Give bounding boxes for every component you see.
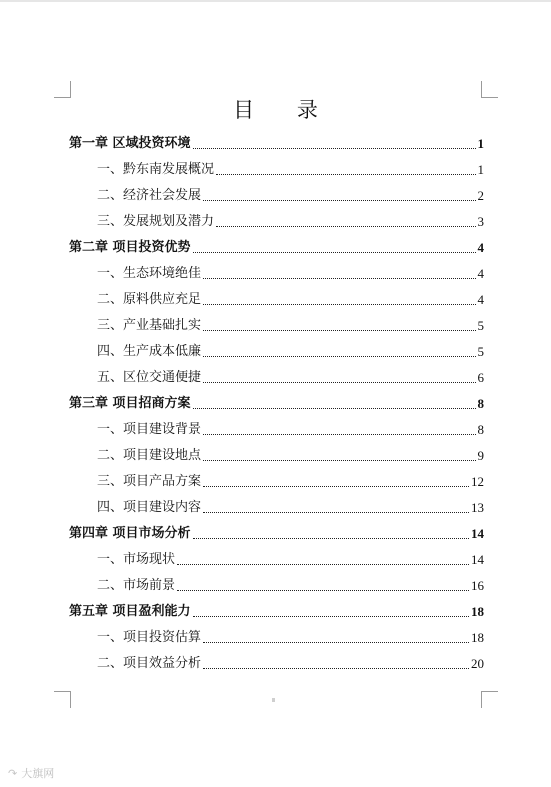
- toc-entry-label: 三、项目产品方案: [97, 474, 202, 489]
- toc-section-entry[interactable]: [69, 152, 484, 178]
- toc-dot-leader: [177, 563, 469, 565]
- crop-mark-bottom-left: [54, 691, 71, 708]
- toc-entry-label: 第三章 项目招商方案: [69, 396, 191, 411]
- toc-dot-leader: [203, 667, 469, 669]
- page-number-marker: [272, 698, 275, 702]
- toc-dot-leader: [203, 277, 475, 279]
- toc-entry-page: 13: [471, 500, 484, 515]
- toc-entry-label: 三、发展规划及潜力: [97, 214, 215, 229]
- toc-section-entry[interactable]: [69, 256, 484, 282]
- toc-entry-page: 14: [471, 526, 484, 541]
- toc-dot-leader: [193, 407, 476, 409]
- toc-entry-page: 12: [471, 474, 484, 489]
- toc-entry-page: 14: [471, 552, 484, 567]
- toc-chapter-entry[interactable]: [69, 126, 484, 152]
- toc-entry-page: 18: [471, 630, 484, 645]
- toc-entry-page: 1: [477, 162, 484, 177]
- toc-dot-leader: [203, 485, 469, 487]
- toc-entry-page: 3: [477, 214, 484, 229]
- toc-entry-label: 二、市场前景: [97, 578, 176, 593]
- toc-dot-leader: [203, 381, 475, 383]
- toc-entry-page: 2: [477, 188, 484, 203]
- toc-entry-page: 4: [477, 266, 484, 281]
- toc-entry-label: 一、项目建设背景: [97, 422, 202, 437]
- toc-entry-page: 18: [471, 604, 484, 619]
- toc-chapter-entry[interactable]: [69, 516, 484, 542]
- toc-dot-leader: [203, 511, 469, 513]
- toc-section-entry[interactable]: [69, 308, 484, 334]
- toc-section-entry[interactable]: [69, 464, 484, 490]
- toc-dot-leader: [203, 641, 469, 643]
- toc-chapter-entry[interactable]: [69, 230, 484, 256]
- toc-dot-leader: [193, 615, 469, 617]
- toc-entry-label: 四、项目建设内容: [97, 500, 202, 515]
- watermark-text: 大旗网: [21, 767, 55, 780]
- toc-section-entry[interactable]: [69, 282, 484, 308]
- crop-mark-bottom-right: [481, 691, 498, 708]
- toc-entry-page: 9: [477, 448, 484, 463]
- toc-dot-leader: [203, 355, 475, 357]
- toc-entry-page: 5: [477, 318, 484, 333]
- toc-entry-label: 一、黔东南发展概况: [97, 162, 215, 177]
- toc-entry-page: 8: [477, 422, 484, 437]
- toc-section-entry[interactable]: [69, 542, 484, 568]
- toc-section-entry[interactable]: [69, 568, 484, 594]
- toc-section-entry[interactable]: [69, 438, 484, 464]
- toc-dot-leader: [216, 225, 475, 227]
- toc-entry-label: 第四章 项目市场分析: [69, 526, 191, 541]
- toc-dot-leader: [203, 329, 475, 331]
- toc-entry-page: 16: [471, 578, 484, 593]
- toc-section-entry[interactable]: [69, 204, 484, 230]
- toc-dot-leader: [203, 199, 475, 201]
- toc-chapter-entry[interactable]: [69, 594, 484, 620]
- toc-entry-label: 二、项目建设地点: [97, 448, 202, 463]
- toc-title: 目 录: [233, 98, 336, 122]
- toc-entry-label: 第五章 项目盈利能力: [69, 604, 191, 619]
- toc-dot-leader: [193, 147, 476, 149]
- page-top-edge: [0, 0, 551, 2]
- toc-entry-page: 4: [477, 240, 484, 255]
- toc-section-entry[interactable]: [69, 620, 484, 646]
- link-icon: ↷: [8, 766, 18, 780]
- toc-entry-label: 三、产业基础扎实: [97, 318, 202, 333]
- toc-section-entry[interactable]: [69, 178, 484, 204]
- toc-chapter-entry[interactable]: [69, 386, 484, 412]
- table-of-contents: [69, 126, 484, 672]
- toc-dot-leader: [193, 537, 469, 539]
- toc-entry-label: 二、经济社会发展: [97, 188, 202, 203]
- toc-dot-leader: [216, 173, 475, 175]
- toc-entry-label: 第一章 区域投资环境: [69, 136, 191, 151]
- toc-entry-label: 五、区位交通便捷: [97, 370, 202, 385]
- toc-dot-leader: [177, 589, 469, 591]
- toc-entry-page: 6: [477, 370, 484, 385]
- toc-entry-page: 5: [477, 344, 484, 359]
- toc-section-entry[interactable]: [69, 412, 484, 438]
- toc-dot-leader: [203, 303, 475, 305]
- toc-entry-label: 四、生产成本低廉: [97, 344, 202, 359]
- toc-section-entry[interactable]: [69, 490, 484, 516]
- toc-dot-leader: [203, 433, 475, 435]
- toc-entry-label: 一、市场现状: [97, 552, 176, 567]
- toc-entry-label: 第二章 项目投资优势: [69, 240, 191, 255]
- toc-entry-label: 二、项目效益分析: [97, 656, 202, 671]
- toc-entry-label: 二、原料供应充足: [97, 292, 202, 307]
- toc-entry-page: 1: [477, 136, 484, 151]
- toc-dot-leader: [193, 251, 476, 253]
- toc-entry-page: 20: [471, 656, 484, 671]
- toc-entry-label: 一、项目投资估算: [97, 630, 202, 645]
- toc-section-entry[interactable]: [69, 646, 484, 672]
- toc-entry-page: 4: [477, 292, 484, 307]
- toc-entry-page: 8: [477, 396, 484, 411]
- toc-section-entry[interactable]: [69, 360, 484, 386]
- toc-entry-label: 一、生态环境绝佳: [97, 266, 202, 281]
- watermark: [8, 765, 54, 781]
- toc-dot-leader: [203, 459, 475, 461]
- toc-section-entry[interactable]: [69, 334, 484, 360]
